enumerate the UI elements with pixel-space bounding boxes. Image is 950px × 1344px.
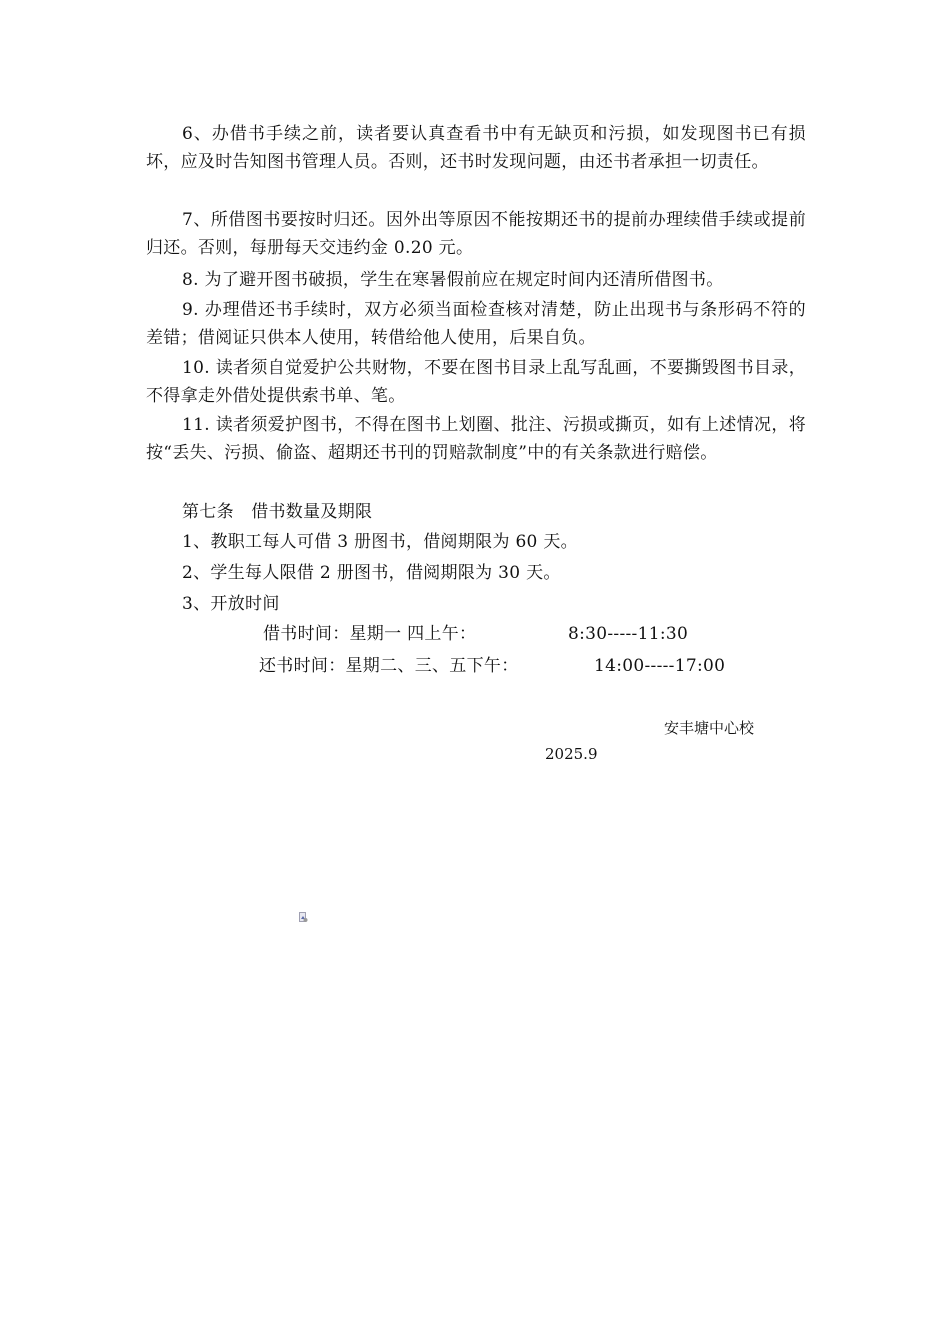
- borrow-time-label: 借书时间：星期一 四上午：: [263, 624, 477, 644]
- borrow-time-value: 8:30-----11:30: [568, 624, 689, 644]
- signature-school: 安丰塘中心校: [664, 719, 755, 737]
- rule-paragraph-7: 7、所借图书要按时归还。因外出等原因不能按期还书的提前办理续借手续或提前归还。否则，每册每天交违约金 0.20 元。: [146, 210, 806, 258]
- embedded-image-icon: [299, 912, 308, 923]
- article-heading: 第七条 借书数量及期限: [182, 502, 373, 522]
- list-item: 2、学生每人限借 2 册图书，借阅期限为 30 天。: [182, 563, 561, 583]
- list-item: 3、开放时间: [182, 594, 280, 614]
- return-time-label: 还书时间：星期二、三、五下午：: [259, 656, 519, 676]
- rule-paragraph-9: 9. 办理借还书手续时，双方必须当面检查核对清楚，防止出现书与条形码不符的差错；借阅证只供本人使用，转借给他人使用，后果自负。: [146, 300, 806, 348]
- rule-paragraph-11: 11. 读者须爱护图书，不得在图书上划圈、批注、污损或撕页，如有上述情况，将按“丢失、污损、偷盗、超期还书刊的罚赔款制度”中的有关条款进行赔偿。: [146, 415, 806, 463]
- return-time-value: 14:00-----17:00: [594, 656, 726, 676]
- signature-date: 2025.9: [545, 745, 598, 763]
- rule-paragraph-6: 6、办借书手续之前，读者要认真查看书中有无缺页和污损，如发现图书已有损坏，应及时告知图书管理人员。否则，还书时发现问题，由还书者承担一切责任。: [146, 124, 806, 172]
- list-item: 1、教职工每人可借 3 册图书，借阅期限为 60 天。: [182, 532, 578, 552]
- rule-paragraph-10: 10. 读者须自觉爱护公共财物，不要在图书目录上乱写乱画，不要撕毁图书目录，不得拿走外借处提供索书单、笔。: [146, 358, 806, 406]
- rule-paragraph-8: 8. 为了避开图书破损，学生在寒暑假前应在规定时间内还清所借图书。: [182, 270, 724, 290]
